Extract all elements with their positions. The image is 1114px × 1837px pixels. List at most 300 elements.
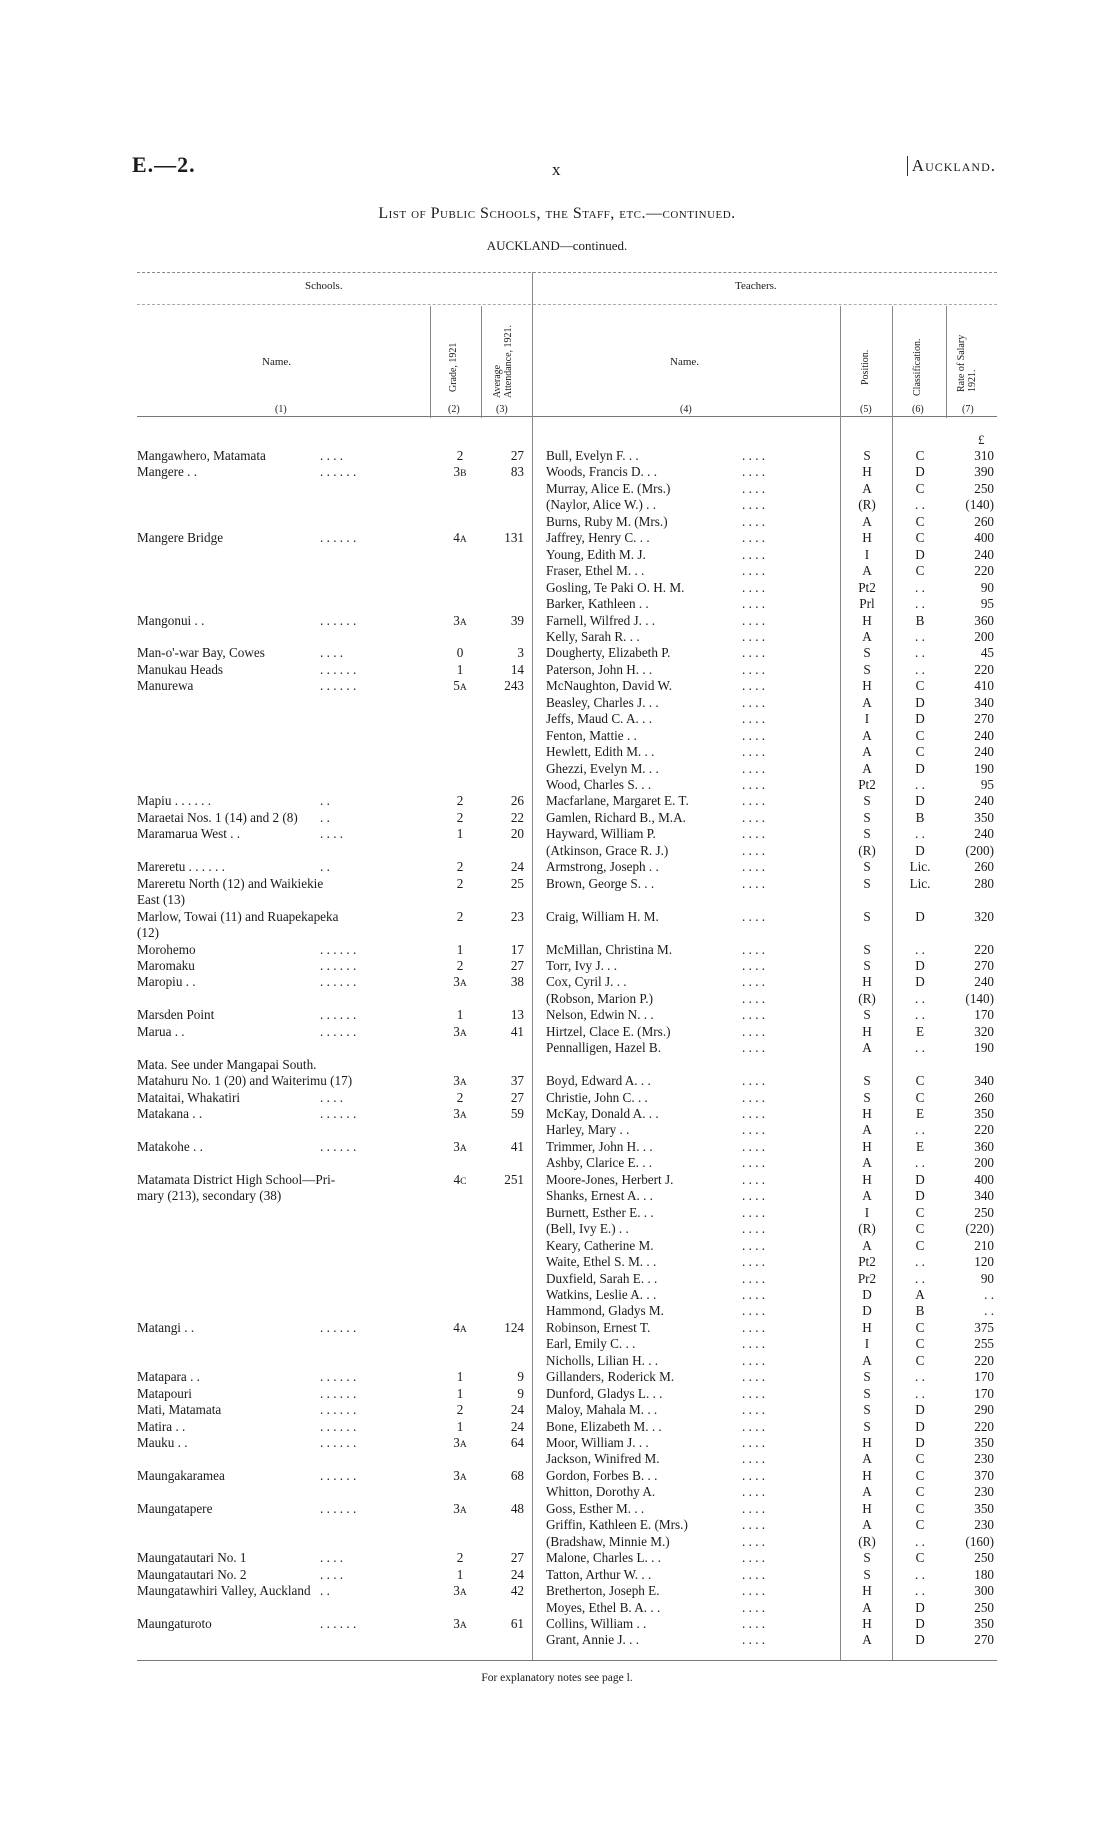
- teacher-name: Brown, George S. . .: [546, 875, 655, 891]
- position-value: A: [862, 1188, 872, 1204]
- leader-dots: . .: [320, 1583, 330, 1599]
- teacher-name: Malone, Charles L. . .: [546, 1550, 661, 1566]
- divider-grade: [430, 306, 431, 418]
- leader-dots: . . . .: [742, 1402, 766, 1418]
- salary-value: (160): [965, 1533, 994, 1549]
- teacher-name: Maloy, Mahala M. . .: [546, 1402, 658, 1418]
- attendance-value: 24: [510, 1418, 524, 1434]
- teacher-name: (Atkinson, Grace R. J.): [546, 842, 669, 858]
- position-value: S: [863, 448, 871, 463]
- leader-dots: . . . .: [742, 563, 766, 579]
- leader-dots: . . . .: [742, 859, 766, 875]
- leader-dots: . . . .: [742, 1336, 766, 1352]
- salary-value: 350: [974, 1500, 994, 1516]
- classification-value: C: [915, 1500, 925, 1516]
- classification-value: . .: [915, 826, 925, 842]
- salary-value: 400: [974, 530, 994, 546]
- teacher-name: McKay, Donald A. . .: [546, 1106, 659, 1121]
- leader-dots: . . . .: [742, 1138, 766, 1154]
- salary-value: 410: [974, 678, 994, 694]
- table-row: [0, 991, 1114, 1007]
- teacher-name: Paterson, John H. . .: [546, 661, 653, 677]
- teacher-name: Macfarlane, Margaret E. T.: [546, 793, 689, 809]
- classification-value: D: [915, 1402, 925, 1418]
- teacher-name: Gamlen, Richard B., M.A.: [546, 809, 686, 825]
- teacher-name: Jackson, Winifred M.: [546, 1451, 660, 1467]
- table-row: [0, 1451, 1114, 1467]
- classification-value: D: [915, 1599, 925, 1615]
- salary-value: 390: [974, 464, 994, 480]
- school-name: Matira . .: [137, 1418, 186, 1434]
- position-value: A: [862, 1484, 872, 1500]
- position-value: Pt2: [858, 1254, 876, 1270]
- grade-value: 4A: [453, 530, 467, 546]
- leader-dots: . . . .: [742, 1286, 766, 1302]
- teacher-name: Hammond, Gladys M.: [546, 1303, 664, 1319]
- leader-dots: . . . . . .: [320, 1402, 357, 1418]
- teacher-name: Goss, Esther M. . .: [546, 1500, 645, 1516]
- attendance-value: 59: [510, 1106, 524, 1121]
- position-value: S: [863, 1418, 871, 1434]
- attendance-value: 64: [510, 1435, 524, 1450]
- teacher-name: Moor, William J. . .: [546, 1435, 649, 1450]
- leader-dots: . . . .: [742, 711, 766, 727]
- position-value: A: [862, 694, 872, 710]
- grade-value: 3B: [453, 464, 467, 480]
- leader-dots: . . . .: [742, 1073, 766, 1089]
- grade-value: 1: [456, 1385, 464, 1401]
- leader-dots: . . . .: [742, 530, 766, 546]
- page-subtitle: AUCKLAND—continued.: [486, 238, 628, 253]
- table-row: [0, 1419, 1114, 1435]
- grade-value: 4C: [453, 1171, 467, 1187]
- leader-dots: . . . . . .: [320, 1615, 357, 1631]
- teacher-name: Harley, Mary . .: [546, 1122, 630, 1138]
- position-header: Position.: [860, 349, 871, 385]
- table-row: [0, 1155, 1114, 1171]
- attendance-value: 68: [510, 1467, 524, 1483]
- position-value: S: [863, 875, 871, 891]
- classification-value: C: [915, 727, 925, 743]
- leader-dots: . . . .: [742, 1566, 766, 1582]
- table-row: [0, 1484, 1114, 1500]
- salary-value: 250: [974, 1599, 994, 1615]
- table-row: [0, 909, 1114, 925]
- grade-value: 1: [456, 1566, 464, 1582]
- position-value: A: [862, 1122, 872, 1138]
- leader-dots: . . . .: [742, 826, 766, 842]
- table-row: [0, 613, 1114, 629]
- grade-value: 3A: [453, 1138, 467, 1154]
- attendance-value: 23: [510, 908, 524, 924]
- classification-value: C: [915, 513, 925, 529]
- teacher-name: Gosling, Te Paki O. H. M.: [546, 579, 685, 595]
- table-row: [0, 1139, 1114, 1155]
- col-num-4: (4): [680, 404, 692, 415]
- leader-dots: . . . .: [742, 908, 766, 924]
- school-name: Manukau Heads: [137, 661, 224, 677]
- salary-value: 270: [974, 1632, 994, 1648]
- salary-value: 375: [974, 1319, 994, 1335]
- leader-dots: . . . .: [742, 694, 766, 710]
- table-row: [0, 843, 1114, 859]
- table-row: [0, 1353, 1114, 1369]
- leader-dots: . . . . . .: [320, 1467, 357, 1483]
- leader-dots: . . . .: [742, 941, 766, 957]
- teacher-name: Craig, William H. M.: [546, 908, 659, 924]
- leader-dots: . . . .: [742, 1023, 766, 1039]
- table-row: [0, 547, 1114, 563]
- table-row: [0, 744, 1114, 760]
- salary-value: 350: [974, 1106, 994, 1121]
- classification-value: D: [915, 957, 925, 973]
- school-name: Maraetai Nos. 1 (14) and 2 (8): [137, 809, 298, 825]
- table-row: [0, 563, 1114, 579]
- school-name-header: Name.: [262, 356, 292, 368]
- grade-value: 1: [456, 1007, 464, 1023]
- leader-dots: . . . .: [742, 645, 766, 661]
- classification-value: D: [915, 1171, 925, 1187]
- school-name: Mangere . .: [137, 464, 198, 480]
- teacher-name: Kelly, Sarah R. . .: [546, 628, 640, 644]
- position-value: H: [862, 1106, 872, 1121]
- school-name: Maungaturoto: [137, 1615, 212, 1631]
- classification-value: D: [915, 464, 925, 480]
- leader-dots: . . . . . .: [320, 941, 357, 957]
- classification-value: . .: [915, 1270, 925, 1286]
- teacher-name: Dougherty, Elizabeth P.: [546, 645, 671, 661]
- position-value: A: [862, 1599, 872, 1615]
- salary-value: 90: [980, 579, 994, 595]
- salary-value: 90: [980, 1270, 994, 1286]
- attendance-value: 9: [517, 1369, 524, 1385]
- classification-value: . .: [915, 941, 925, 957]
- table-row: [0, 464, 1114, 480]
- grade-value: 1: [456, 826, 464, 842]
- schools-group-header: Schools.: [305, 280, 343, 292]
- position-value: S: [863, 645, 871, 661]
- position-value: D: [862, 1286, 872, 1302]
- salary-value: 260: [974, 1089, 994, 1105]
- attendance-value: 27: [510, 448, 524, 463]
- table-row: [0, 974, 1114, 990]
- classification-value: C: [915, 1237, 925, 1253]
- position-value: S: [863, 1369, 871, 1385]
- table-row: [0, 1435, 1114, 1451]
- position-value: S: [863, 1566, 871, 1582]
- teacher-name: Pennalligen, Hazel B.: [546, 1040, 661, 1056]
- salary-value: 250: [974, 480, 994, 496]
- teacher-name: Bone, Elizabeth M. . .: [546, 1418, 662, 1434]
- classification-value: . .: [915, 1254, 925, 1270]
- table-row: [0, 514, 1114, 530]
- teacher-name: Moore-Jones, Herbert J.: [546, 1171, 674, 1187]
- position-value: H: [862, 1319, 872, 1335]
- classification-value: B: [915, 809, 925, 825]
- attendance-value: 22: [510, 809, 524, 825]
- leader-dots: . . . . . .: [320, 1319, 357, 1335]
- leader-dots: . . . .: [742, 464, 766, 480]
- leader-dots: . . . .: [742, 1007, 766, 1023]
- school-name: Matakohe . .: [137, 1138, 203, 1154]
- teacher-name: Robinson, Ernest T.: [546, 1319, 651, 1335]
- school-name: Mangawhero, Matamata: [137, 448, 266, 463]
- leader-dots: . . . .: [742, 974, 766, 990]
- classification-value: D: [915, 1615, 925, 1631]
- position-value: S: [863, 908, 871, 924]
- position-value: S: [863, 1550, 871, 1566]
- salary-value: 240: [974, 826, 994, 842]
- teacher-name: Hayward, William P.: [546, 826, 656, 842]
- leader-dots: . . . .: [742, 480, 766, 496]
- leader-dots: . . . .: [742, 842, 766, 858]
- position-value: S: [863, 1007, 871, 1023]
- table-row: [0, 662, 1114, 678]
- attendance-value: 24: [510, 1402, 524, 1418]
- table-row: [0, 1320, 1114, 1336]
- teacher-name-header: Name.: [670, 356, 700, 368]
- leader-dots: . .: [320, 809, 330, 825]
- salary-value: 220: [974, 1122, 994, 1138]
- col-num-5: (5): [860, 404, 872, 415]
- position-value: A: [862, 1040, 872, 1056]
- grade-value: 2: [456, 908, 464, 924]
- attendance-value: 17: [510, 941, 524, 957]
- school-name: Matamata District High School—Pri-: [137, 1171, 336, 1187]
- teachers-group-header: Teachers.: [735, 280, 777, 292]
- position-value: (R): [858, 990, 876, 1006]
- teacher-name: Nicholls, Lilian H. . .: [546, 1352, 659, 1368]
- attendance-value: 83: [510, 464, 524, 480]
- salary-value: 230: [974, 1451, 994, 1467]
- school-name: mary (213), secondary (38): [137, 1188, 282, 1204]
- teacher-name: Waite, Ethel S. M. . .: [546, 1254, 657, 1270]
- classification-value: . .: [915, 645, 925, 661]
- salary-value: 230: [974, 1517, 994, 1533]
- salary-value: 240: [974, 546, 994, 562]
- salary-value: 340: [974, 1188, 994, 1204]
- teacher-name: Jeffs, Maud C. A. . .: [546, 711, 652, 727]
- salary-value: (140): [965, 990, 994, 1006]
- leader-dots: . . . . . .: [320, 957, 357, 973]
- position-value: H: [862, 1171, 872, 1187]
- teacher-name: Burnett, Esther E. . .: [546, 1204, 654, 1220]
- classification-value: C: [915, 1517, 925, 1533]
- position-value: A: [862, 727, 872, 743]
- grade-value: 3A: [453, 1023, 467, 1039]
- table-row: [0, 580, 1114, 596]
- classification-value: . .: [915, 661, 925, 677]
- position-value: S: [863, 1402, 871, 1418]
- teacher-name: Collins, William . .: [546, 1615, 647, 1631]
- grade-value: 2: [456, 875, 464, 891]
- leader-dots: . . . .: [742, 1385, 766, 1401]
- school-name: Matahuru No. 1 (20) and Waiterimu (17): [137, 1073, 353, 1089]
- table-row: [0, 1550, 1114, 1566]
- salary-value: 260: [974, 513, 994, 529]
- table-row: [0, 1024, 1114, 1040]
- school-name: Maungatautari No. 2: [137, 1566, 247, 1582]
- classification-value: C: [915, 678, 925, 694]
- grade-header: Grade, 1921: [448, 342, 459, 392]
- attendance-value: 13: [510, 1007, 524, 1023]
- salary-value: . .: [984, 1303, 994, 1319]
- attendance-value: 27: [510, 957, 524, 973]
- grade-value: 2: [456, 957, 464, 973]
- table-row: [0, 1517, 1114, 1533]
- salary-value: 270: [974, 957, 994, 973]
- school-name: (12): [137, 925, 159, 941]
- teacher-name: Woods, Francis D. . .: [546, 464, 658, 480]
- salary-value: 220: [974, 941, 994, 957]
- leader-dots: . . . .: [742, 744, 766, 760]
- leader-dots: . . . . . .: [320, 530, 357, 546]
- salary-value: 220: [974, 1418, 994, 1434]
- leader-dots: . . . .: [742, 727, 766, 743]
- grade-value: 3A: [453, 1583, 467, 1599]
- school-name: Mataitai, Whakatiri: [137, 1089, 241, 1105]
- classification-value: E: [915, 1023, 925, 1039]
- salary-value: 360: [974, 1138, 994, 1154]
- leader-dots: . . . .: [742, 875, 766, 891]
- classification-value: D: [915, 694, 925, 710]
- leader-dots: . . . .: [742, 760, 766, 776]
- leader-dots: . . . .: [742, 1155, 766, 1171]
- salary-value: 270: [974, 711, 994, 727]
- teacher-name: Ashby, Clarice E. . .: [546, 1155, 653, 1171]
- position-value: A: [862, 744, 872, 760]
- attendance-value: 48: [510, 1500, 524, 1516]
- table-row: [0, 761, 1114, 777]
- salary-value: 320: [974, 908, 994, 924]
- position-value: H: [862, 974, 872, 990]
- leader-dots: . . . .: [742, 1204, 766, 1220]
- table-row: [0, 1583, 1114, 1599]
- grade-value: 2: [456, 1550, 464, 1566]
- salary-value: 240: [974, 793, 994, 809]
- leader-dots: . . . .: [742, 1583, 766, 1599]
- teacher-name: Young, Edith M. J.: [546, 546, 646, 562]
- leader-dots: . .: [320, 859, 330, 875]
- classification-value: C: [915, 1089, 925, 1105]
- salary-value: 170: [974, 1007, 994, 1023]
- position-value: S: [863, 826, 871, 842]
- salary-value: 320: [974, 1023, 994, 1039]
- attendance-header: [492, 318, 514, 398]
- grade-value: 3A: [453, 1467, 467, 1483]
- position-value: A: [862, 628, 872, 644]
- position-value: H: [862, 1467, 872, 1483]
- leader-dots: . . . .: [742, 1040, 766, 1056]
- position-value: S: [863, 1073, 871, 1089]
- table-row: [0, 958, 1114, 974]
- position-value: H: [862, 1615, 872, 1631]
- leader-dots: . . . .: [742, 1369, 766, 1385]
- grade-value: 2: [456, 1402, 464, 1418]
- teacher-name: Torr, Ivy J. . .: [546, 957, 618, 973]
- teacher-name: Earl, Emily C. . .: [546, 1336, 636, 1352]
- salary-value: . .: [984, 1286, 994, 1302]
- salary-value: 340: [974, 694, 994, 710]
- table-row: [0, 859, 1114, 875]
- attendance-value: 14: [510, 661, 524, 677]
- position-value: A: [862, 1517, 872, 1533]
- classification-value: C: [915, 448, 925, 463]
- leader-dots: . . . . . .: [320, 661, 357, 677]
- salary-value: 350: [974, 809, 994, 825]
- position-value: S: [863, 1089, 871, 1105]
- salary-header-label: Rate of Salary 1921.: [956, 334, 978, 392]
- leader-dots: . . . .: [742, 1435, 766, 1450]
- table-row: [0, 711, 1114, 727]
- leader-dots: . . . . . .: [320, 1500, 357, 1516]
- position-value: Pt2: [858, 579, 876, 595]
- salary-value: 220: [974, 1352, 994, 1368]
- leader-dots: . . . .: [742, 579, 766, 595]
- position-value: Pr2: [857, 1270, 877, 1286]
- position-value: H: [862, 1435, 872, 1450]
- attendance-value: 3: [517, 645, 524, 661]
- classification-value: E: [915, 1106, 925, 1121]
- classification-value: . .: [915, 579, 925, 595]
- position-value: H: [862, 1583, 872, 1599]
- classification-value: C: [915, 1319, 925, 1335]
- classification-value: C: [915, 744, 925, 760]
- leader-dots: . . . .: [742, 1615, 766, 1631]
- leader-dots: . . . .: [742, 1467, 766, 1483]
- salary-value: 400: [974, 1171, 994, 1187]
- teacher-name: Fenton, Mattie . .: [546, 727, 637, 743]
- leader-dots: . . . . . .: [320, 1369, 357, 1385]
- school-name: Matapara . .: [137, 1369, 200, 1385]
- position-value: S: [863, 793, 871, 809]
- table-row: [0, 1287, 1114, 1303]
- classification-value: . .: [915, 1566, 925, 1582]
- section-name: Auckland.: [907, 156, 996, 176]
- leader-dots: . . . .: [742, 1106, 766, 1121]
- position-value: I: [864, 1204, 870, 1220]
- table-row: [0, 1336, 1114, 1352]
- leader-dots: . . . .: [742, 1171, 766, 1187]
- teacher-name: Whitton, Dorothy A.: [546, 1484, 656, 1500]
- grade-value: 3A: [453, 1106, 467, 1121]
- table-row: [0, 1567, 1114, 1583]
- school-name: Matangi . .: [137, 1319, 195, 1335]
- classification-value: C: [915, 1204, 925, 1220]
- salary-value: 200: [974, 628, 994, 644]
- leader-dots: . . . . . .: [320, 678, 357, 694]
- divider-attendance: [481, 306, 482, 418]
- classification-value: D: [915, 711, 925, 727]
- classification-value: . .: [915, 777, 925, 792]
- teacher-name: McMillan, Christina M.: [546, 941, 673, 957]
- position-value: S: [863, 661, 871, 677]
- attendance-value: 38: [510, 974, 524, 990]
- teacher-name: Griffin, Kathleen E. (Mrs.): [546, 1517, 688, 1533]
- leader-dots: . . . .: [742, 990, 766, 1006]
- attendance-value: 41: [510, 1138, 524, 1154]
- teacher-name: Tatton, Arthur W. . .: [546, 1566, 652, 1582]
- teacher-name: Boyd, Edward A. . .: [546, 1073, 651, 1089]
- position-value: S: [863, 859, 871, 875]
- teacher-name: Gillanders, Roderick M.: [546, 1369, 675, 1385]
- leader-dots: . . . . . .: [320, 1435, 357, 1450]
- school-name: Mangonui . .: [137, 612, 205, 628]
- classification-value: D: [915, 1435, 925, 1450]
- teacher-name: (Bell, Ivy E.) . .: [546, 1221, 629, 1237]
- leader-dots: . . . .: [742, 1517, 766, 1533]
- position-value: H: [862, 612, 872, 628]
